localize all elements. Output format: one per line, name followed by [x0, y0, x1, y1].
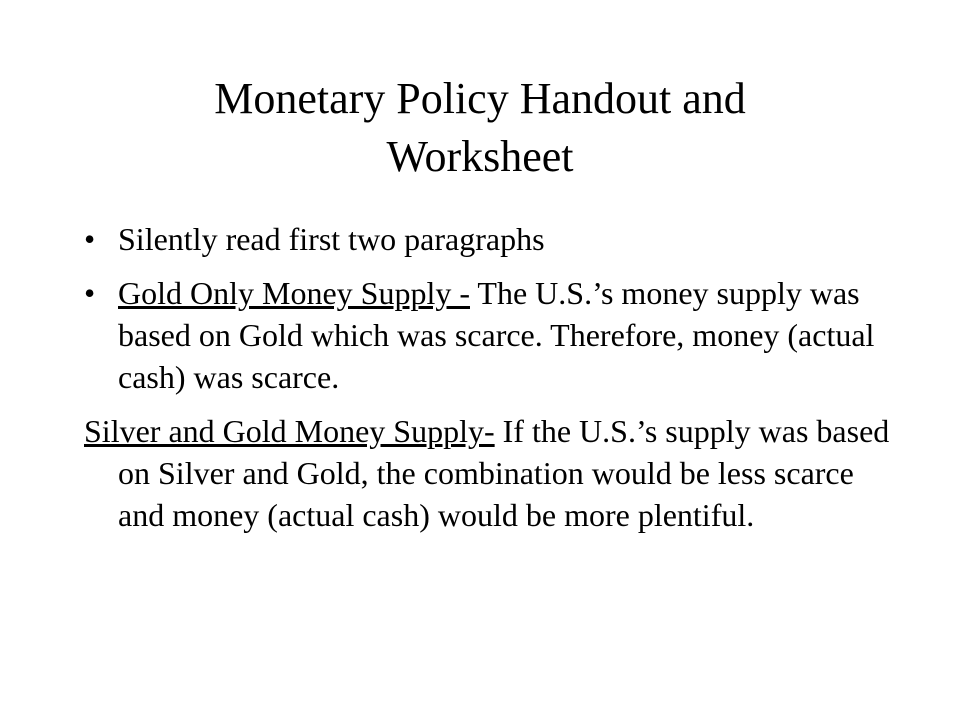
slide-title	[0, 70, 960, 186]
paragraph-heading-underlined: Silver and Gold Money Supply-	[84, 413, 495, 449]
title-line-2: Worksheet	[386, 132, 574, 181]
bullet-item	[84, 272, 904, 398]
bullet-marker: •	[84, 221, 96, 257]
bullet-item	[84, 218, 904, 260]
bullet-text: The U.S.’s money supply was based on Gold which was scarce. Therefore, money (actual cash) was scarce.	[118, 275, 875, 395]
slide-body	[84, 218, 904, 536]
bullet-marker: •	[84, 275, 96, 311]
title-line-1: Monetary Policy Handout and	[214, 74, 746, 123]
bullet-heading-underlined: Gold Only Money Supply -	[118, 275, 470, 311]
paragraph-text: If the U.S.’s supply was based on Silver and Gold, the combination would be less scarce and money (actual cash) would be more plentiful.	[118, 413, 890, 533]
bullet-text: Silently read first two paragraphs	[118, 221, 545, 257]
paragraph	[84, 410, 904, 536]
